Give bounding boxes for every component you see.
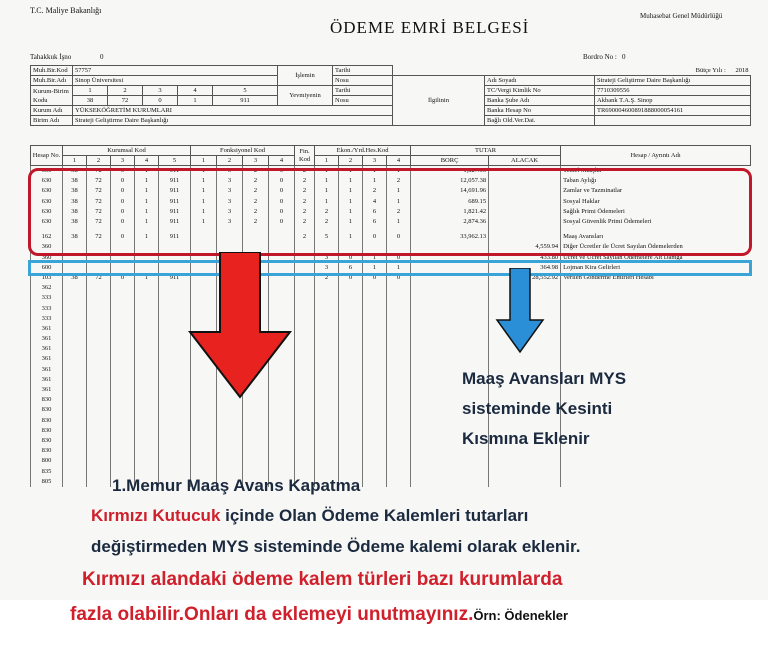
code-cell: 1 [191, 207, 217, 217]
code-cell: 1 [339, 217, 363, 227]
code-cell: 5 [315, 232, 339, 242]
note-line-2 [91, 506, 528, 526]
table-row [31, 303, 751, 313]
ilgilinin-label: İlgilinin [428, 97, 449, 104]
code-cell: 38 [63, 273, 87, 283]
ekon-header: Ekon./Yrd.Hes.Kod [315, 146, 411, 156]
code-cell: 72 [87, 217, 111, 227]
code-cell: 72 [87, 197, 111, 207]
note-line-5-red: fazla olabilir.Onları da eklemeyi unutmayınız. [70, 604, 474, 625]
kb-col: 1 [73, 86, 108, 96]
hesap-adi-cell: Lojman Kira Gelirleri [561, 263, 751, 273]
alacak-header: ALACAK [489, 156, 561, 166]
banka-sube: Akbank T.A.Ş. Sinop [595, 96, 751, 106]
kurum-adi-label: Kurum Adı [31, 106, 73, 116]
code-cell: 1 [315, 186, 339, 196]
tahakkuk-value: 0 [100, 53, 104, 61]
tutar-header: TUTAR [411, 146, 561, 156]
code-cell: 3 [217, 176, 243, 186]
code-cell: 6 [363, 207, 387, 217]
code-cell: 3 [217, 186, 243, 196]
code-cell: 630 [31, 186, 63, 196]
kb-col: 5 [213, 86, 278, 96]
hesap-code-cell: 361 [31, 344, 63, 354]
hesap-code-cell: 800 [31, 456, 63, 466]
fonksiyonel-col-header: 2 [217, 156, 243, 166]
table-row [31, 365, 751, 375]
code-cell: 1 [135, 232, 159, 242]
code-cell: 1 [387, 166, 411, 177]
kurumsal-header: Kurumsal Kod [63, 146, 191, 156]
table-row [31, 446, 751, 456]
hesap-code-cell: 361 [31, 334, 63, 344]
muh-bir-adi: Sinop Üniversitesi [73, 76, 278, 86]
code-cell: 0 [111, 166, 135, 177]
code-cell: 2 [243, 197, 269, 207]
note-line-2-rest: içinde Olan Ödeme Kalemleri tutarları [220, 506, 529, 525]
bordro-value: 0 [622, 53, 626, 61]
hesap-code-cell: 361 [31, 375, 63, 385]
hesap-adi-header: Hesap / Ayrıntı Adı [561, 146, 751, 166]
code-cell: 911 [159, 186, 191, 196]
code-cell: 911 [159, 207, 191, 217]
hesap-code-cell: 830 [31, 446, 63, 456]
birim-adi: Strateji Geliştirme Daire Başkanlığı [73, 116, 393, 126]
borc-header: BORÇ [411, 156, 489, 166]
code-cell: 630 [31, 197, 63, 207]
code-cell: 1 [363, 253, 387, 263]
borc-cell: 12,057.38 [411, 176, 489, 186]
code-cell: 2 [243, 176, 269, 186]
yevmiyenin-label: Yevmiyenin [278, 86, 333, 106]
code-cell: 3 [217, 166, 243, 177]
code-cell: 1 [387, 186, 411, 196]
code-cell: 1 [387, 263, 411, 273]
hesap-code-cell: 830 [31, 395, 63, 405]
directorate-label: Muhasebat Genel Müdürlüğü [640, 12, 723, 20]
fonksiyonel-col-header: 3 [243, 156, 269, 166]
code-cell: 2 [387, 176, 411, 186]
code-cell: 3 [315, 253, 339, 263]
hesap-adi-cell: Verilen Gönderme Emirleri Hesabı [561, 273, 751, 283]
fonksiyonel-header: Fonksiyonel Kod [191, 146, 295, 156]
hesap-code-cell: 362 [31, 283, 63, 293]
code-cell: 1 [191, 197, 217, 207]
muh-bir-adi-label: Muh.Bir.Adı [31, 76, 73, 86]
code-cell: 0 [339, 253, 363, 263]
borc-cell: 1,827.90 [411, 166, 489, 177]
bordro-label: Bordro No : [583, 53, 617, 61]
hesap-adi-cell: Ücret ve Ücret Sayılan Ödemelere Ait Damga [561, 253, 751, 263]
ekon-col-header: 3 [363, 156, 387, 166]
alacak-cell: 28,552.92 [489, 273, 561, 283]
table-row [31, 395, 751, 405]
code-cell: 0 [363, 273, 387, 283]
tc-value: 7710309556 [595, 86, 751, 96]
table-row [31, 314, 751, 324]
kurumsal-col-header: 5 [159, 156, 191, 166]
code-cell: 38 [63, 186, 87, 196]
kb-val: 0 [143, 96, 178, 106]
hesap-code-cell: 361 [31, 365, 63, 375]
note-line-4: Kırmızı alandaki ödeme kalem türleri bazı kurumlarda [82, 569, 563, 590]
code-cell: 38 [63, 232, 87, 242]
borc-cell: 2,874.36 [411, 217, 489, 227]
code-cell: 72 [87, 207, 111, 217]
code-cell: 2 [295, 232, 315, 242]
kurum-birim-label: Kurum-Birim Kodu [31, 86, 73, 106]
butce-yili-label: Bütçe Yılı : [695, 66, 726, 74]
table-row [31, 436, 751, 446]
table-row [31, 385, 751, 395]
code-cell: 162 [31, 232, 63, 242]
kurumsal-col-header: 2 [87, 156, 111, 166]
code-cell: 0 [111, 197, 135, 207]
banka-sube-label: Banka Şube Adı [485, 96, 595, 106]
code-cell: 38 [63, 197, 87, 207]
birim-adi-label: Birim Adı [31, 116, 73, 126]
code-cell: 1 [135, 273, 159, 283]
code-cell: 630 [31, 166, 63, 177]
code-cell: 4 [363, 197, 387, 207]
code-cell: 6 [363, 217, 387, 227]
hesap-code-cell: 835 [31, 466, 63, 476]
code-cell: 38 [63, 166, 87, 177]
hesap-code-cell: 830 [31, 416, 63, 426]
code-cell: 630 [31, 207, 63, 217]
ekon-col-header: 4 [387, 156, 411, 166]
hesap-code-cell: 830 [31, 436, 63, 446]
code-cell: 1 [339, 232, 363, 242]
nosu-label-2: Nosu [333, 96, 393, 106]
alacak-cell: 364.98 [489, 263, 561, 273]
table-row [31, 283, 751, 293]
code-cell: 911 [159, 197, 191, 207]
code-cell: 72 [87, 273, 111, 283]
hesap-adi-cell: Sosyal Haklar [561, 197, 751, 207]
code-cell: 103 [31, 273, 63, 283]
code-cell: 72 [87, 232, 111, 242]
code-cell: 3 [217, 207, 243, 217]
kb-col: 4 [178, 86, 213, 96]
hesap-adi-cell: Sosyal Güvenlik Primi Ödemeleri [561, 217, 751, 227]
code-cell: 1 [339, 186, 363, 196]
ministry-label: T.C. Maliye Bakanlığı [30, 6, 102, 15]
code-cell: 2 [387, 207, 411, 217]
code-cell: 2 [295, 207, 315, 217]
ekon-col-header: 2 [339, 156, 363, 166]
kurum-adi: YÜKSEKÖĞRETİM KURUMLARI [73, 106, 393, 116]
kurumsal-col-header: 1 [63, 156, 87, 166]
nosu-label: Nosu [333, 76, 393, 86]
code-cell: 911 [159, 273, 191, 283]
code-cell: 2 [295, 217, 315, 227]
code-cell: 1 [339, 197, 363, 207]
table-row [31, 405, 751, 415]
code-cell: 1 [387, 217, 411, 227]
code-cell: 600 [31, 263, 63, 273]
alacak-cell: 4,559.94 [489, 242, 561, 252]
fonksiyonel-col-header: 4 [269, 156, 295, 166]
code-cell: 2 [315, 273, 339, 283]
code-cell: 360 [31, 242, 63, 252]
code-cell: 911 [159, 166, 191, 177]
muh-bir-kod: 57757 [73, 66, 278, 76]
blue-note-line-3: Kısmına Eklenir [462, 429, 590, 448]
kb-val: 72 [108, 96, 143, 106]
hesap-code-cell: 361 [31, 354, 63, 364]
code-cell: 0 [269, 176, 295, 186]
tarihi-label-2: Tarihi [333, 86, 393, 96]
hesap-code-cell: 333 [31, 314, 63, 324]
kb-val: 911 [213, 96, 278, 106]
bagli-label: Bağlı Old.Ver.Dai. [485, 116, 595, 126]
code-cell: 1 [135, 217, 159, 227]
bagli-value [595, 116, 751, 126]
code-cell: 0 [111, 176, 135, 186]
code-cell: 911 [159, 217, 191, 227]
borc-cell: 14,691.96 [411, 186, 489, 196]
table-row [31, 456, 751, 466]
code-cell: 2 [243, 186, 269, 196]
hesap-code-cell: 830 [31, 426, 63, 436]
table-row [31, 416, 751, 426]
table-row [31, 426, 751, 436]
hesap-adi-cell: Sağlık Primi Ödemeleri [561, 207, 751, 217]
code-cell: 0 [387, 232, 411, 242]
code-cell: 2 [295, 176, 315, 186]
code-cell: 1 [135, 176, 159, 186]
muh-bir-kod-label: Muh.Bir.Kod [31, 66, 73, 76]
borc-cell: 33,962.13 [411, 232, 489, 242]
hesap-no-header: Hesap No. [31, 146, 63, 166]
code-cell: 2 [243, 207, 269, 217]
table-row [31, 354, 751, 364]
borc-cell: 689.15 [411, 197, 489, 207]
adi-soyadi-label: Adı Soyadı [485, 76, 595, 86]
code-cell: 3 [315, 263, 339, 273]
tarihi-label: Tarihi [333, 66, 393, 76]
blue-highlight-box [28, 260, 752, 276]
code-cell: 72 [87, 186, 111, 196]
code-cell: 1 [339, 166, 363, 177]
islemin-label: İşlemin [278, 66, 333, 86]
code-cell: 1 [191, 176, 217, 186]
borc-cell: 1,821.42 [411, 207, 489, 217]
code-cell: 0 [111, 273, 135, 283]
meta-table [30, 65, 751, 126]
hesap-adi-cell: Temel Maaşlar [561, 166, 751, 177]
note-line-5 [70, 604, 568, 626]
code-cell: 1 [339, 207, 363, 217]
code-cell: 911 [159, 232, 191, 242]
document-title: ÖDEME EMRİ BELGESİ [330, 18, 530, 37]
note-example: Örn: Ödenekler [473, 608, 568, 623]
code-cell: 2 [363, 186, 387, 196]
banka-hesap: TR690004600891888000054161 [595, 106, 751, 116]
blue-note-line-1: Maaş Avansları MYS [462, 369, 627, 388]
code-cell: 1 [339, 176, 363, 186]
kb-val: 1 [178, 96, 213, 106]
code-cell: 1 [191, 186, 217, 196]
code-cell: 2 [243, 166, 269, 177]
code-cell: 0 [111, 232, 135, 242]
code-cell: 1 [363, 263, 387, 273]
code-cell: 1 [363, 176, 387, 186]
code-cell: 3 [217, 197, 243, 207]
alacak-cell: 433.80 [489, 253, 561, 263]
tc-label: TC/Vergi Kimlik No [485, 86, 595, 96]
red-highlight-box [28, 168, 752, 256]
code-cell: 1 [387, 197, 411, 207]
table-row [31, 293, 751, 303]
code-cell: 72 [87, 176, 111, 186]
code-cell: 1 [315, 166, 339, 177]
table-row [31, 344, 751, 354]
blue-arrow-icon [495, 268, 545, 354]
note-line-3: değiştirmeden MYS sisteminde Ödeme kalemi olarak eklenir. [91, 537, 581, 556]
code-cell: 1 [135, 197, 159, 207]
code-cell: 2 [295, 197, 315, 207]
code-cell: 0 [111, 217, 135, 227]
butce-yili: 2018 [735, 66, 749, 74]
banka-hesap-label: Banka Hesap No [485, 106, 595, 116]
hesap-adi-cell: Diğer Ücretler ile Ücret Sayılan Ödemelerden [561, 242, 751, 252]
hesap-code-cell: 361 [31, 324, 63, 334]
adi-soyadi: Strateji Geliştirme Daire Başkanlığı [595, 76, 751, 86]
hesap-code-cell: 333 [31, 303, 63, 313]
code-cell: 0 [269, 186, 295, 196]
code-cell: 2 [295, 186, 315, 196]
code-cell: 0 [269, 207, 295, 217]
code-cell: 1 [363, 166, 387, 177]
code-cell: 72 [87, 166, 111, 177]
table-row [31, 375, 751, 385]
code-cell: 2 [243, 217, 269, 227]
kb-col: 2 [108, 86, 143, 96]
hesap-adi-cell: Taban Aylığı [561, 176, 751, 186]
code-cell: 0 [269, 217, 295, 227]
code-cell: 1 [135, 207, 159, 217]
ekon-col-header: 1 [315, 156, 339, 166]
note-red-box-term: Kırmızı Kutucuk [91, 506, 221, 525]
code-cell: 0 [269, 166, 295, 177]
kurumsal-col-header: 3 [111, 156, 135, 166]
code-cell: 0 [363, 232, 387, 242]
hesap-adi-cell: Maaş Avansları [561, 232, 751, 242]
table-row [31, 324, 751, 334]
kurumsal-col-header: 4 [135, 156, 159, 166]
tahakkuk-label: Tahakkuk İşno [30, 53, 72, 61]
code-cell: 0 [339, 273, 363, 283]
hesap-code-cell: 805 [31, 477, 63, 487]
code-cell: 2 [295, 166, 315, 177]
code-cell: 0 [269, 197, 295, 207]
code-cell: 630 [31, 217, 63, 227]
code-cell: 3 [217, 217, 243, 227]
hesap-adi-cell: Zamlar ve Tazminatlar [561, 186, 751, 196]
code-cell: 38 [63, 176, 87, 186]
code-cell: 6 [339, 263, 363, 273]
fonksiyonel-col-header: 1 [191, 156, 217, 166]
hesap-code-cell: 361 [31, 385, 63, 395]
kb-val: 38 [73, 96, 108, 106]
code-cell: 1 [135, 166, 159, 177]
fin-header: Fin. Kod [295, 146, 315, 166]
note-title: 1.Memur Maaş Avans Kapatma [112, 476, 361, 495]
code-cell: 38 [63, 217, 87, 227]
red-arrow-icon [180, 252, 300, 402]
code-cell: 0 [387, 273, 411, 283]
blue-note-line-2: sisteminde Kesinti [462, 399, 613, 418]
code-cell: 1 [315, 197, 339, 207]
code-cell: 0 [111, 186, 135, 196]
code-cell: 0 [111, 207, 135, 217]
code-cell: 1 [191, 217, 217, 227]
code-cell: 1 [191, 166, 217, 177]
code-cell: 630 [31, 176, 63, 186]
code-cell: 1 [135, 186, 159, 196]
code-cell: 2 [315, 217, 339, 227]
hesap-code-cell: 333 [31, 293, 63, 303]
code-cell: 2 [315, 207, 339, 217]
code-cell: 1 [315, 176, 339, 186]
code-cell: 0 [387, 253, 411, 263]
code-cell: 911 [159, 176, 191, 186]
table-row [31, 334, 751, 344]
code-cell: 38 [63, 207, 87, 217]
code-cell: 360 [31, 253, 63, 263]
kb-col: 3 [143, 86, 178, 96]
hesap-code-cell: 830 [31, 405, 63, 415]
